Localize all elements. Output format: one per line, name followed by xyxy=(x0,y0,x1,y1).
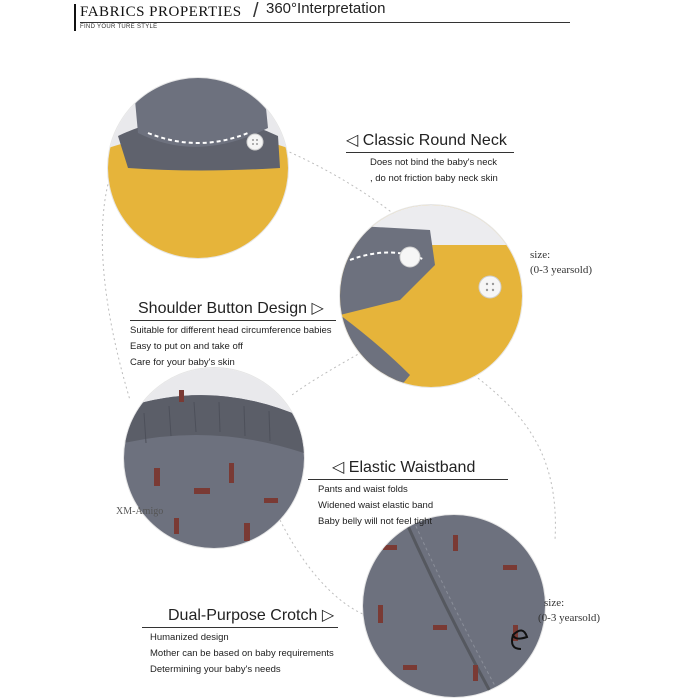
size-label-text: size: xyxy=(530,249,551,261)
size-label xyxy=(538,596,600,626)
feature-underline xyxy=(130,320,336,321)
left-triangle-icon: ◁ xyxy=(332,459,345,476)
feature-desc: Baby belly will not feel tight xyxy=(318,516,433,527)
feature-title: Elastic Waistband xyxy=(348,459,476,476)
crotch-photo xyxy=(363,515,545,697)
size-label-text: size: xyxy=(544,597,565,609)
brand-watermark: XM-Amigo xyxy=(116,506,164,517)
feature-desc: Pants and waist folds xyxy=(318,484,408,495)
page-title: FABRICS PROPERTIES xyxy=(80,4,242,20)
right-triangle-icon: ▷ xyxy=(321,607,335,624)
elastic-waistband-photo xyxy=(124,368,304,548)
right-triangle-icon: ▷ xyxy=(311,300,324,317)
size-value: (0-3 yearsold) xyxy=(530,264,593,276)
feature-elastic-waistband xyxy=(308,457,508,530)
feature-desc: Mother can be based on baby requirements xyxy=(150,648,334,659)
feature-underline xyxy=(142,627,338,628)
feature-desc: Care for your baby's skin xyxy=(130,357,235,368)
feature-title: Dual-Purpose Crotch xyxy=(168,607,318,624)
feature-desc: , do not friction baby neck skin xyxy=(370,173,498,184)
header-tagline: FIND YOUR TURE STYLE xyxy=(80,24,158,30)
feature-shoulder-button-design xyxy=(130,298,336,371)
feature-title: Classic Round Neck xyxy=(362,132,507,149)
feature-desc: Does not bind the baby's neck xyxy=(370,157,497,168)
feature-classic-round-neck xyxy=(346,130,514,187)
title-separator: / xyxy=(253,0,259,22)
size-label xyxy=(530,248,592,278)
feature-underline xyxy=(308,479,508,480)
feature-dual-purpose-crotch xyxy=(142,605,338,678)
feature-desc: Humanized design xyxy=(150,632,229,643)
feature-desc: Widened waist elastic band xyxy=(318,500,434,511)
left-triangle-icon: ◁ xyxy=(346,132,359,149)
page-subtitle: 360°Interpretation xyxy=(266,0,386,17)
feature-desc: Determining your baby's needs xyxy=(150,664,281,675)
round-neck-photo xyxy=(108,78,288,258)
feature-title: Shoulder Button Design xyxy=(138,300,307,317)
shoulder-button-photo xyxy=(340,205,522,387)
feature-desc: Easy to put on and take off xyxy=(130,341,243,352)
size-value: (0-3 yearsold) xyxy=(538,612,601,624)
feature-underline xyxy=(346,152,514,153)
feature-desc: Suitable for different head circumference babies xyxy=(130,325,332,336)
